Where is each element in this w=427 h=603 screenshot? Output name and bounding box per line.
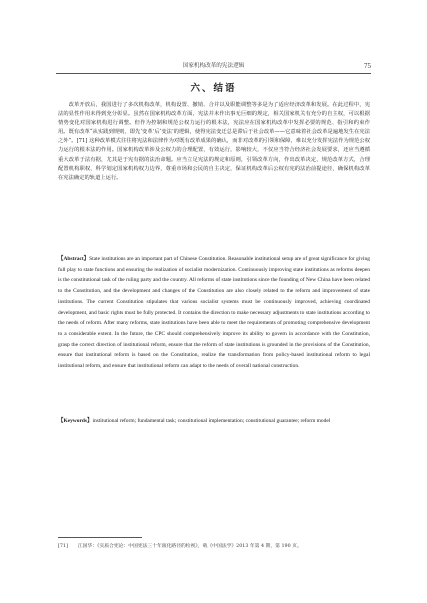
footnote-number: [71] [58, 544, 68, 549]
footnote [58, 543, 370, 550]
keywords-label: 【Keywords】 [58, 418, 93, 424]
page-number: 75 [364, 62, 371, 70]
running-header [56, 60, 371, 72]
header-rule [56, 73, 371, 74]
keywords-text: institutional reform; fundamental task; constitutional implementation; constitutional guarantee; reform model [92, 418, 331, 424]
abstract-block [58, 254, 370, 372]
footnote-rule [58, 537, 142, 538]
conclusion-paragraph: 改革开放后，我国进行了多次机构改革，机构设置、撤销、合并以及职能调整等多是为了适应经济改革和发展。在此过程中，宪法的显性作用未得到充分彰显。虽然在国家机构改革方面，宪法并未作出事无巨细的规定，相关国家机关有充分的自主权，可以根据情势变化对国家机构进行调整。但作为控制和规范公权力运行的根本法，宪法应在国家机构改革中发挥必要的规范、指引和约束作用。既有改革“从实践到规则，即先‘变革’后‘变法’的逻辑，使得宪法变迁总是滞后于社会改革——它意味着社会改革是遍地发生在宪法之外”。[71] 这种改革模式往往将宪法和法律作为对既有改革成果的确认，而非对改革的引领和保障，难以充分发挥宪法作为规范公权力运行的根本法的作用。国家机构改革涉及公权力的合理配置，有效运行，影响较大，不仅应当符合经济社会发展要求，还应当遵循重大改革于法有据，尤其是于宪有据的法治命题。应当立足宪法的规定和原则，引领改革方向，作出改革决定，规范改革方式，合理配置机构职权，科学划定国家机构权力边界，尊重市场和公民的自主决定，保证机构改革后公权有宪的法治前提途径，确保机构改革在宪法确定的轨道上运行。 [58, 102, 370, 181]
section-heading: 六、结语 [190, 83, 237, 94]
keywords-block [58, 416, 370, 427]
footnote-text: 江国华：《实质合宪论：中国宪法三十年演化路径的检视》，载《中国法学》2013 年第 4 期，第 190 页。 [77, 544, 302, 549]
abstract-text: State institutions are an important part of Chinese Constitution. Reasonable institutional setup are of great significance for giving full play to state functions and ensuring the realization of socialist modernization. Continuously improving state institutions as reforms deepen is the constitutional task of the ruling party and the country. All reforms of state institutions since the founding of New China have been related to the Constitution, and the development and changes of the Constitution are also closely related to the reform and improvement of state institutions. The current Constitution stipulates that various socialist systems must be continuously improved, achieving coordinated development, and basic rights must be fully protected. It contains the direction to make necessary adjustments to state institutions according to the needs of reform. After many reforms, state institutions have been able to meet the requirements of promoting comprehensive development to a considerable extent. In the future, the CPC should comprehensively improve its ability to govern in accordance with the Constitution, grasp the correct direction of institutional reform, ensure that the reform of state institutions is grounded in the provisions of the Constitution, ensure that institutional reform is based on the Constitution, realize the transformation from policy-based institutional reform to legal institutional reform, and ensure that institutional reform can adapt to the needs of overall national construction. [58, 256, 370, 370]
abstract-label: 【Abstract】 [58, 256, 90, 262]
running-title: 国家机构改革的宪法逻辑 [182, 63, 245, 69]
